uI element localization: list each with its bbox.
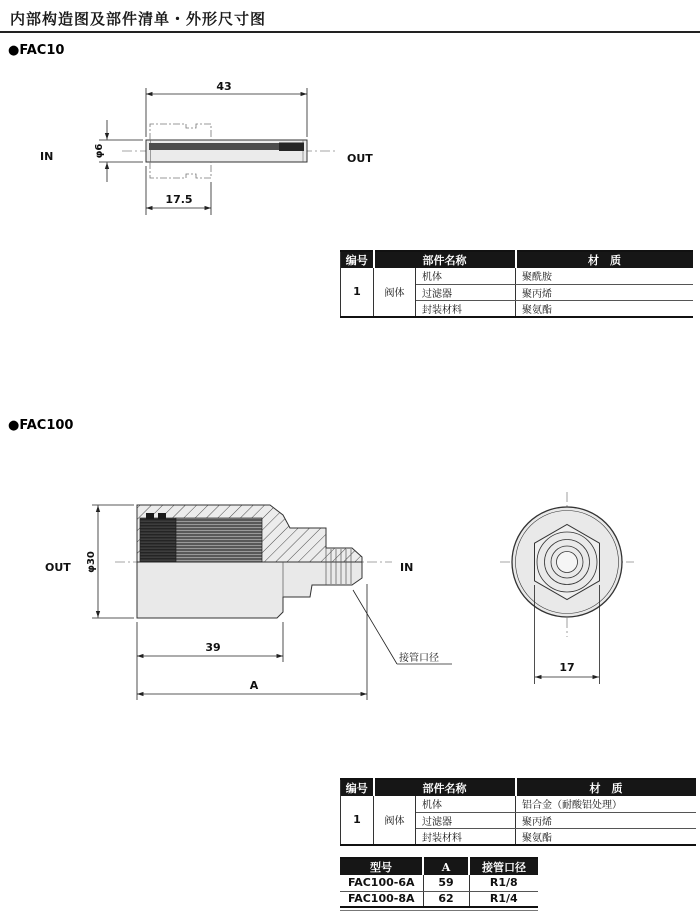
table-row [340,891,538,907]
col-header-model: 型号 [340,858,423,875]
model-table-bottom-rule [340,910,538,911]
fac100-port-label: 接管口径 [399,653,439,664]
fac10-dim-overall-value: 43 [216,80,232,93]
fac100-filter-left [140,518,176,562]
fac10-parts-table [340,250,693,318]
col-header-material: 材 质 [516,251,693,268]
part-group-cell: 阀体 [374,268,416,317]
table-header-row [341,779,696,796]
fac10-dim-inlet-value: 17.5 [165,193,193,206]
fac100-dim-diameter [86,505,134,618]
material-cell: 聚丙烯 [516,812,696,828]
port-size-cell: R1/4 [469,891,538,907]
part-name-cell: 过滤器 [416,812,516,828]
fac10-thread-section [279,143,304,152]
fac100-dimension-drawing [35,465,680,717]
fac100-port-callout [353,590,452,664]
fac10-dim-inlet [146,166,211,215]
fac100-seal-left [146,513,154,519]
fac100-body-bottom [137,562,362,618]
material-cell: 铝合金（耐酸铝处理） [516,796,696,812]
part-name-cell: 过滤器 [416,284,516,300]
table-header-row [341,251,693,268]
a-dim-cell: 62 [423,891,469,907]
fac100-seal-right [158,513,166,519]
fac100-filter-element [176,518,262,562]
table-row [341,268,693,284]
fac10-body-shape [146,140,307,162]
fac100-in-label: IN [400,561,414,574]
fac100-dim-body [137,622,283,700]
model-cell: FAC100-6A [340,875,423,891]
table-row [340,875,538,891]
title-divider [0,31,700,33]
col-header-a: A [423,858,469,875]
part-name-cell: 机体 [416,796,516,812]
table-header-row [340,858,538,875]
page-title: 内部构造图及部件清单・外形尺寸图 [10,10,267,28]
material-cell: 聚氨酯 [516,828,696,845]
fac100-dim-overall-value: A [249,679,259,692]
a-dim-cell: 59 [423,875,469,891]
fac100-dim-hex-value: 17 [559,661,575,674]
fac10-dim-overall [146,80,307,137]
fac10-out-label: OUT [347,152,373,165]
part-name-cell: 封装材料 [416,300,516,317]
fac10-dim-diameter-value: φ6 [94,143,105,159]
section-heading-fac100: ●FAC100 [8,418,74,433]
model-cell: FAC100-8A [340,891,423,907]
fac100-dim-body-value: 39 [205,641,221,654]
fac10-dimension-drawing [30,75,380,225]
col-header-part: 部件名称 [374,779,516,796]
col-header-part: 部件名称 [374,251,516,268]
part-name-cell: 封装材料 [416,828,516,845]
part-no-cell: 1 [341,268,374,317]
fac100-out-label: OUT [45,561,71,574]
fac100-end-view [500,492,634,637]
part-name-cell: 机体 [416,268,516,284]
material-cell: 聚氨酯 [516,300,693,317]
fac100-side-view [115,505,392,618]
col-header-no: 编号 [341,251,374,268]
fac100-parts-table [340,778,696,846]
col-header-port: 接管口径 [469,858,538,875]
section-heading-fac10: ●FAC10 [8,43,65,58]
port-size-cell: R1/8 [469,875,538,891]
fac10-in-label: IN [40,150,54,163]
col-header-no: 编号 [341,779,374,796]
table-row [341,796,696,812]
col-header-material: 材 质 [516,779,696,796]
fac100-dim-diameter-value: φ30 [86,551,97,573]
part-group-cell: 阀体 [374,796,416,845]
material-cell: 聚丙烯 [516,284,693,300]
fac100-model-table [340,857,538,908]
part-no-cell: 1 [341,796,374,845]
material-cell: 聚酰胺 [516,268,693,284]
